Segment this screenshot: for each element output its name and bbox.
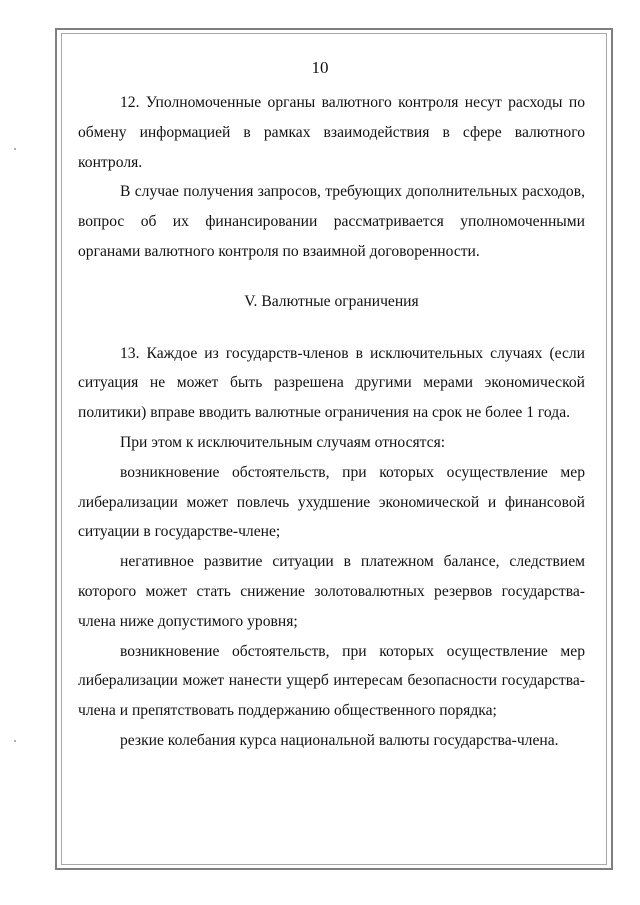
scan-speck — [14, 740, 16, 742]
scan-speck — [14, 148, 16, 150]
paragraph-12: 12. Уполномоченные органы валютного контроля несут расходы по обмену информацией в рамках взаимодействия в сфере валютного контроля. — [78, 94, 585, 171]
paragraph-case-currency: резкие колебания курса национальной валюты государства-члена. — [120, 731, 559, 749]
paragraph-expenses: В случае получения запросов, требующих дополнительных расходов, вопрос об их финансировании рассматривается уполномоченными органами валютного контроля по взаимной договоренности. — [78, 183, 585, 260]
paragraph-case-liberalization: возникновение обстоятельств, при которых осуществление мер либерализации может повлечь ухудшение экономической и финансовой ситуации в государстве-члене; — [78, 463, 585, 541]
paragraph-exceptional-intro: При этом к исключительным случаям относятся: — [120, 433, 446, 451]
paragraph-case-security: возникновение обстоятельств, при которых осуществление мер либерализации может нанести ущерб интересам безопасности государства-члена и препятствовать поддержанию общественного порядка; — [78, 642, 585, 720]
document-body — [78, 88, 585, 756]
page-number: 10 — [311, 58, 329, 77]
section-heading: V. Валютные ограничения — [244, 292, 419, 310]
paragraph-case-balance: негативное развитие ситуации в платежном балансе, следствием которого может стать снижение золотовалютных резервов государства-члена ниже допустимого уровня; — [78, 553, 585, 630]
paragraph-13: 13. Каждое из государств-членов в исключительных случаях (если ситуация не может быть разрешена другими мерами экономической политики) вправе вводить валютные ограничения на срок не более 1 года. — [78, 344, 585, 422]
